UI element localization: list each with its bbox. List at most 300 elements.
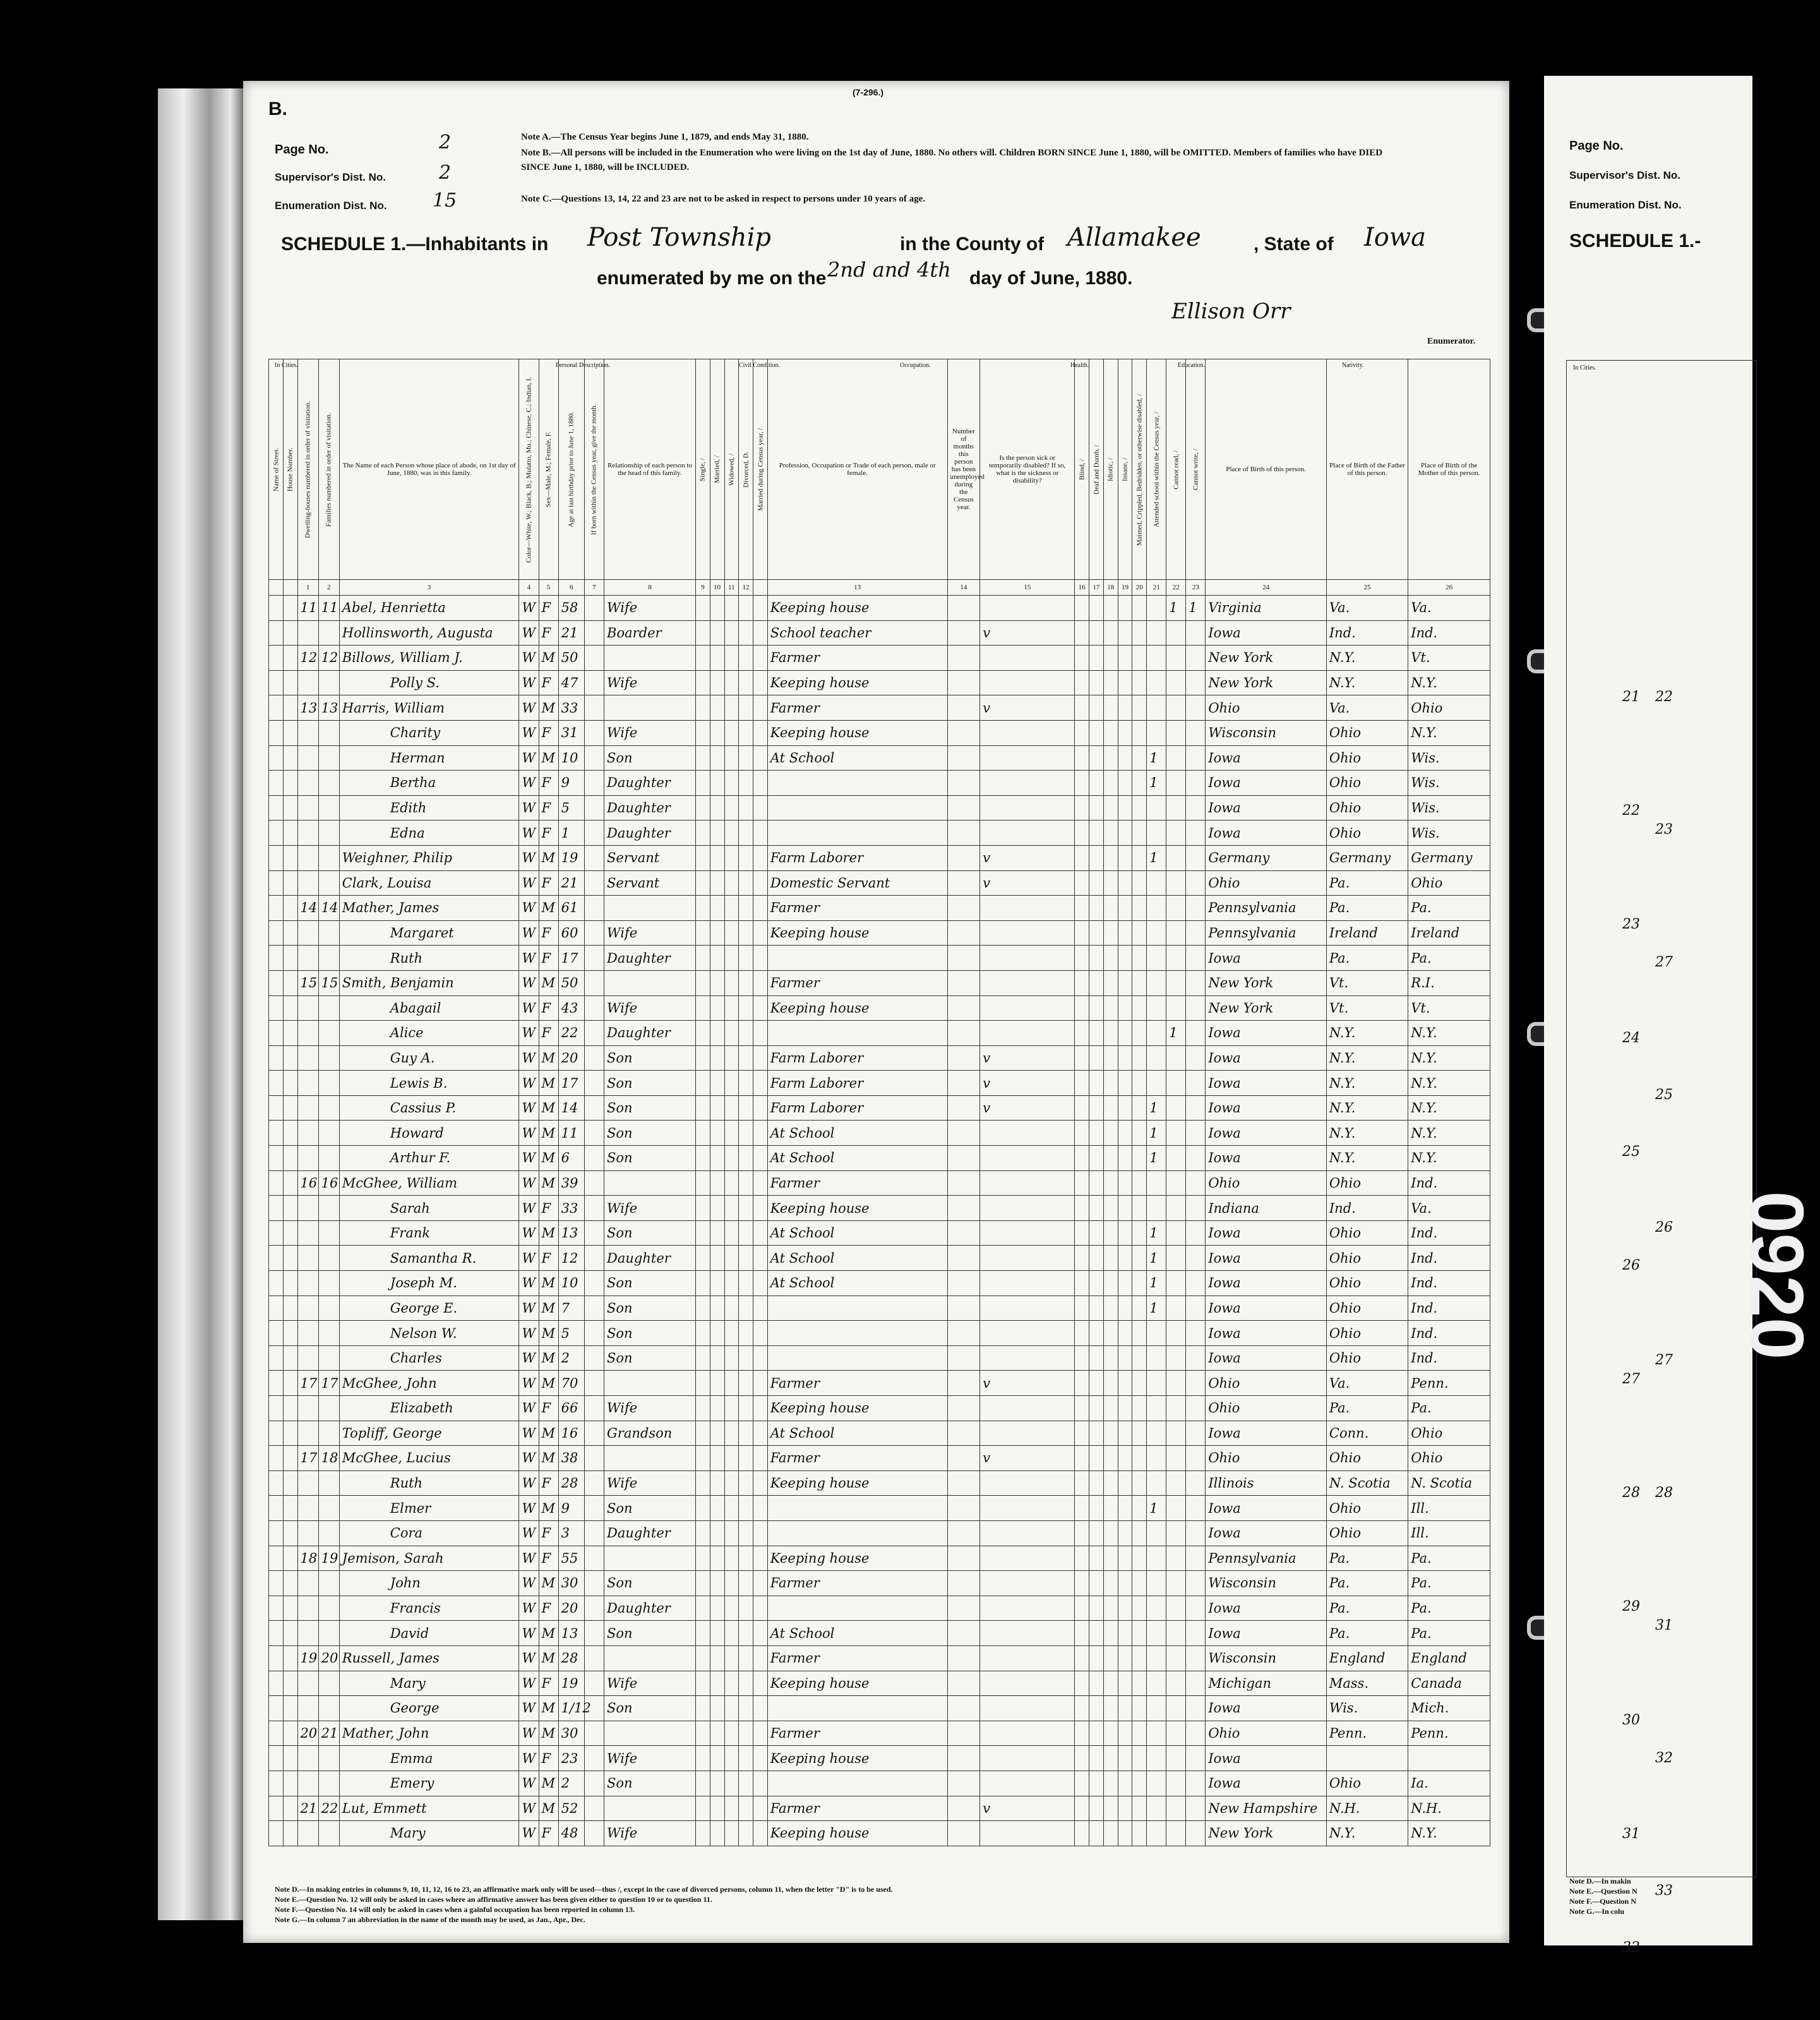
cell-23: 1	[1147, 1095, 1166, 1121]
cell-6: F	[539, 1196, 558, 1221]
cell-empty	[283, 821, 297, 846]
cell-empty	[269, 695, 284, 721]
cell-empty	[695, 596, 710, 621]
cell-28: Ind.	[1408, 1345, 1490, 1371]
cell-23	[1147, 1470, 1166, 1496]
cell-empty	[947, 1170, 980, 1196]
cell-17	[980, 920, 1075, 946]
cell-empty	[1103, 1170, 1118, 1196]
cell-7: 1	[558, 821, 584, 846]
cell-empty	[269, 1821, 284, 1846]
cell-empty	[1089, 695, 1104, 721]
cell-empty	[283, 1496, 297, 1521]
table-row	[269, 1271, 1490, 1296]
cell-3	[318, 1421, 339, 1446]
cell-23: 1	[1147, 1246, 1166, 1271]
cell-7: 39	[558, 1170, 584, 1196]
cell-6: F	[539, 946, 558, 971]
cell-27: N.Y.	[1326, 1095, 1408, 1121]
cell-5: W	[519, 1220, 539, 1246]
cell-empty	[1132, 1421, 1147, 1446]
cell-empty	[1075, 1596, 1089, 1621]
cell-17	[980, 970, 1075, 995]
cell-15: Domestic Servant	[767, 870, 947, 896]
cell-empty	[695, 1095, 710, 1121]
cell-27: N.Y.	[1326, 1121, 1408, 1146]
cell-27: Pa.	[1326, 896, 1408, 921]
cell-17	[980, 1246, 1075, 1271]
cell-25	[1186, 1121, 1206, 1146]
cell-empty	[947, 1520, 980, 1546]
cell-3: 22	[318, 1796, 339, 1821]
cell-empty	[1118, 596, 1132, 621]
cell-4: Polly S.	[339, 670, 519, 695]
cell-9	[604, 896, 696, 921]
cell-28: Ind.	[1408, 1220, 1490, 1246]
cell-6: M	[539, 1696, 558, 1721]
cell-28: Ia.	[1408, 1771, 1490, 1796]
cell-28: N.H.	[1408, 1796, 1490, 1821]
cell-empty	[947, 1396, 980, 1421]
cell-26: Iowa	[1206, 1321, 1327, 1346]
cell-empty	[1075, 620, 1089, 646]
cell-empty	[1075, 870, 1089, 896]
cell-empty	[947, 771, 980, 796]
cell-empty	[710, 1121, 724, 1146]
cell-5: W	[519, 1571, 539, 1596]
cell-9: Wife	[604, 1196, 696, 1221]
cell-24	[1166, 795, 1186, 821]
cell-27: Vt.	[1326, 995, 1408, 1021]
cell-6: M	[539, 1721, 558, 1746]
cell-empty	[947, 845, 980, 870]
column-header: Divorced, D.	[739, 359, 753, 580]
cell-empty	[1089, 1821, 1104, 1846]
cell-empty	[1118, 1496, 1132, 1521]
cell-empty	[1089, 1095, 1104, 1121]
cell-empty	[710, 995, 724, 1021]
cell-5: W	[519, 1196, 539, 1221]
cell-empty	[1089, 620, 1104, 646]
cell-empty	[739, 1571, 753, 1596]
cell-4: Alice	[339, 1021, 519, 1046]
cell-empty	[1089, 896, 1104, 921]
facing-enum-label: Enumeration Dist. No.	[1569, 199, 1682, 211]
cell-empty	[1103, 1446, 1118, 1471]
cell-27: Mass.	[1326, 1671, 1408, 1696]
cell-2: 19	[297, 1645, 318, 1671]
cell-9: Son	[604, 1220, 696, 1246]
cell-3	[318, 1621, 339, 1646]
cell-7: 14	[558, 1095, 584, 1121]
cell-empty	[710, 970, 724, 995]
cell-25	[1186, 1371, 1206, 1396]
cell-empty	[739, 1771, 753, 1796]
cell-7: 52	[558, 1796, 584, 1821]
cell-28: Pa.	[1408, 1621, 1490, 1646]
cell-empty	[1103, 1296, 1118, 1321]
cell-28: Ind.	[1408, 1321, 1490, 1346]
cell-empty	[1089, 995, 1104, 1021]
cell-25	[1186, 995, 1206, 1021]
column-number: 18	[1103, 580, 1118, 596]
cell-empty	[269, 1170, 284, 1196]
cell-9: Son	[604, 1345, 696, 1371]
cell-empty	[710, 870, 724, 896]
cell-3	[318, 620, 339, 646]
cell-empty	[584, 1520, 604, 1546]
column-number: 22	[1166, 580, 1186, 596]
column-header: Is the person sick or temporarily disabled? If so, what is the sickness or disability?	[980, 359, 1075, 580]
column-number: 1	[297, 580, 318, 596]
cell-9	[604, 1721, 696, 1746]
table-row	[269, 1520, 1490, 1546]
cell-empty	[1089, 1671, 1104, 1696]
cell-3	[318, 1021, 339, 1046]
cell-empty	[695, 1596, 710, 1621]
cell-empty	[283, 1095, 297, 1121]
cell-25	[1186, 1246, 1206, 1271]
cell-empty	[269, 646, 284, 671]
cell-4: Topliff, George	[339, 1421, 519, 1446]
cell-empty	[947, 1246, 980, 1271]
cell-5: W	[519, 1721, 539, 1746]
cell-empty	[1132, 695, 1147, 721]
cell-empty	[739, 970, 753, 995]
cell-empty	[724, 1345, 739, 1371]
cell-empty	[724, 1296, 739, 1321]
cell-5: W	[519, 1821, 539, 1846]
cell-empty	[1132, 1746, 1147, 1771]
cell-empty	[1075, 745, 1089, 771]
cell-9: Daughter	[604, 1021, 696, 1046]
cell-empty	[695, 1371, 710, 1396]
cell-empty	[739, 1796, 753, 1821]
cell-empty	[584, 896, 604, 921]
cell-5: W	[519, 1371, 539, 1396]
cell-empty	[753, 1321, 768, 1346]
cell-9: Daughter	[604, 1520, 696, 1546]
cell-25	[1186, 1746, 1206, 1771]
cell-empty	[283, 1821, 297, 1846]
cell-2	[297, 1771, 318, 1796]
cell-empty	[584, 1396, 604, 1421]
cell-empty	[724, 1021, 739, 1046]
facing-page	[1544, 76, 1752, 1956]
cell-5: W	[519, 1746, 539, 1771]
cell-empty	[753, 646, 768, 671]
cell-empty	[283, 646, 297, 671]
cell-2	[297, 1095, 318, 1121]
cell-3: 19	[318, 1546, 339, 1571]
cell-empty	[1103, 695, 1118, 721]
cell-empty	[1089, 596, 1104, 621]
cell-empty	[1103, 1596, 1118, 1621]
cell-27: Va.	[1326, 1371, 1408, 1396]
cell-empty	[753, 1645, 768, 1671]
cell-5: W	[519, 795, 539, 821]
cell-24	[1166, 620, 1186, 646]
cell-empty	[710, 1421, 724, 1446]
cell-empty	[584, 695, 604, 721]
cell-17	[980, 1771, 1075, 1796]
cell-5: W	[519, 1146, 539, 1171]
cell-empty	[753, 1446, 768, 1471]
table-row	[269, 1045, 1490, 1071]
cell-23: 1	[1147, 1146, 1166, 1171]
cell-4: Ruth	[339, 946, 519, 971]
cell-9: Wife	[604, 1671, 696, 1696]
cell-empty	[269, 1746, 284, 1771]
cell-empty	[739, 821, 753, 846]
cell-9	[604, 970, 696, 995]
cell-24	[1166, 1771, 1186, 1796]
cell-empty	[1075, 646, 1089, 671]
cell-24: 1	[1166, 1021, 1186, 1046]
cell-empty	[269, 1021, 284, 1046]
cell-empty	[724, 1771, 739, 1796]
cell-7: 23	[558, 1746, 584, 1771]
cell-empty	[695, 1146, 710, 1171]
cell-empty	[1089, 1071, 1104, 1096]
cell-26: Iowa	[1206, 1771, 1327, 1796]
cell-23	[1147, 1021, 1166, 1046]
cell-empty	[1075, 771, 1089, 796]
cell-3	[318, 821, 339, 846]
column-header: Sex—Male, M.; Female, F.	[539, 359, 558, 580]
cell-24	[1166, 870, 1186, 896]
cell-4: Edna	[339, 821, 519, 846]
cell-25	[1186, 1546, 1206, 1571]
cell-empty	[1103, 821, 1118, 846]
cell-empty	[753, 596, 768, 621]
cell-empty	[739, 1596, 753, 1621]
cell-5: W	[519, 620, 539, 646]
cell-6: M	[539, 1446, 558, 1471]
cell-empty	[269, 920, 284, 946]
cell-28: Ohio	[1408, 1421, 1490, 1446]
cell-3	[318, 1095, 339, 1121]
cell-empty	[710, 670, 724, 695]
cell-7: 9	[558, 1496, 584, 1521]
cell-9: Son	[604, 745, 696, 771]
cell-empty	[584, 1546, 604, 1571]
cell-27: Ohio	[1326, 1446, 1408, 1471]
cell-24	[1166, 920, 1186, 946]
table-row	[269, 1146, 1490, 1171]
cell-empty	[1089, 1771, 1104, 1796]
cell-empty	[584, 1671, 604, 1696]
cell-9: Son	[604, 1696, 696, 1721]
cell-27: Ohio	[1326, 1220, 1408, 1246]
cell-empty	[1103, 1771, 1118, 1796]
cell-2: 20	[297, 1721, 318, 1746]
cell-2: 17	[297, 1446, 318, 1471]
column-number: 14	[947, 580, 980, 596]
cell-27: Ohio	[1326, 1496, 1408, 1521]
cell-empty	[584, 1196, 604, 1221]
cell-empty	[1118, 1146, 1132, 1171]
cell-6: F	[539, 1470, 558, 1496]
cell-7: 11	[558, 1121, 584, 1146]
cell-3	[318, 1396, 339, 1421]
cell-empty	[269, 946, 284, 971]
cell-empty	[695, 1170, 710, 1196]
cell-7: 17	[558, 1071, 584, 1096]
cell-23	[1147, 995, 1166, 1021]
cell-5: W	[519, 1170, 539, 1196]
enumerator-label: Enumerator.	[1427, 337, 1476, 346]
cell-27: N.H.	[1326, 1796, 1408, 1821]
cell-empty	[1132, 1321, 1147, 1346]
cell-15: Farmer	[767, 1371, 947, 1396]
cell-17	[980, 1220, 1075, 1246]
cell-empty	[710, 596, 724, 621]
cell-3	[318, 1696, 339, 1721]
cell-empty	[1103, 896, 1118, 921]
cell-empty	[695, 795, 710, 821]
cell-empty	[739, 1071, 753, 1096]
cell-26: Iowa	[1206, 1296, 1327, 1321]
cell-empty	[947, 720, 980, 745]
cell-17	[980, 1721, 1075, 1746]
cell-empty	[1132, 845, 1147, 870]
cell-27: N.Y.	[1326, 1021, 1408, 1046]
cell-empty	[695, 646, 710, 671]
cell-6: M	[539, 1071, 558, 1096]
cell-26: New York	[1206, 970, 1327, 995]
cell-empty	[947, 1071, 980, 1096]
cell-28: Ind.	[1408, 620, 1490, 646]
cell-2	[297, 946, 318, 971]
cell-empty	[269, 1546, 284, 1571]
cell-15: At School	[767, 1246, 947, 1271]
cell-empty	[283, 1271, 297, 1296]
cell-2	[297, 1196, 318, 1221]
cell-empty	[283, 845, 297, 870]
cell-empty	[1103, 1796, 1118, 1821]
cell-28: N.Y.	[1408, 1121, 1490, 1146]
cell-6: F	[539, 1746, 558, 1771]
cell-empty	[739, 1396, 753, 1421]
cell-empty	[584, 1771, 604, 1796]
cell-empty	[753, 1271, 768, 1296]
cell-empty	[739, 1645, 753, 1671]
cell-6: M	[539, 970, 558, 995]
cell-empty	[283, 946, 297, 971]
cell-empty	[1118, 1746, 1132, 1771]
cell-4: Francis	[339, 1596, 519, 1621]
cell-9: Son	[604, 1045, 696, 1071]
cell-empty	[1075, 1345, 1089, 1371]
cell-27: Pa.	[1326, 1546, 1408, 1571]
cell-6: M	[539, 1371, 558, 1396]
cell-empty	[584, 821, 604, 846]
cell-7: 33	[558, 695, 584, 721]
cell-3	[318, 1771, 339, 1796]
cell-empty	[947, 920, 980, 946]
cell-26: Pennsylvania	[1206, 1546, 1327, 1571]
cell-26: Wisconsin	[1206, 720, 1327, 745]
census-table	[268, 359, 1490, 1846]
cell-empty	[283, 1645, 297, 1671]
cell-6: F	[539, 620, 558, 646]
table-row	[269, 995, 1490, 1021]
cell-empty	[947, 995, 980, 1021]
cell-27: Conn.	[1326, 1421, 1408, 1446]
cell-2	[297, 1071, 318, 1096]
cell-4: Emery	[339, 1771, 519, 1796]
cell-empty	[283, 1196, 297, 1221]
day-label: day of June, 1880.	[969, 268, 1133, 289]
cell-23	[1147, 920, 1166, 946]
cell-empty	[1118, 1271, 1132, 1296]
cell-empty	[1075, 970, 1089, 995]
cell-24	[1166, 1671, 1186, 1696]
cell-24	[1166, 845, 1186, 870]
cell-17	[980, 946, 1075, 971]
cell-24	[1166, 1146, 1186, 1171]
cell-empty	[739, 1045, 753, 1071]
cell-empty	[283, 896, 297, 921]
cell-empty	[1075, 995, 1089, 1021]
cell-empty	[710, 920, 724, 946]
column-header: Idiotic, /	[1103, 359, 1118, 580]
cell-empty	[739, 1546, 753, 1571]
cell-24	[1166, 821, 1186, 846]
cell-empty	[1118, 1421, 1132, 1446]
cell-9	[604, 646, 696, 671]
cell-empty	[695, 1021, 710, 1046]
cell-6: M	[539, 1796, 558, 1821]
table-row	[269, 1345, 1490, 1371]
cell-empty	[695, 1621, 710, 1646]
cell-empty	[1103, 946, 1118, 971]
cell-empty	[1089, 1470, 1104, 1496]
cell-empty	[1103, 995, 1118, 1021]
cell-26: Pennsylvania	[1206, 896, 1327, 921]
cell-empty	[1075, 946, 1089, 971]
cell-empty	[753, 771, 768, 796]
cell-27: Wis.	[1326, 1696, 1408, 1721]
cell-empty	[1075, 896, 1089, 921]
cell-empty	[1103, 1045, 1118, 1071]
table-row	[269, 920, 1490, 946]
cell-6: M	[539, 1621, 558, 1646]
cell-empty	[1103, 1821, 1118, 1846]
cell-9: Daughter	[604, 821, 696, 846]
cell-6: F	[539, 670, 558, 695]
cell-empty	[710, 745, 724, 771]
cell-25	[1186, 845, 1206, 870]
cell-empty	[1118, 1045, 1132, 1071]
cell-26: Michigan	[1206, 1671, 1327, 1696]
cell-2	[297, 1045, 318, 1071]
cell-empty	[710, 1246, 724, 1271]
cell-empty	[724, 646, 739, 671]
cell-26: New York	[1206, 995, 1327, 1021]
cell-empty	[584, 1146, 604, 1171]
cell-empty	[710, 845, 724, 870]
cell-15: Keeping house	[767, 995, 947, 1021]
cell-empty	[1118, 1196, 1132, 1221]
cell-empty	[1103, 795, 1118, 821]
cell-empty	[283, 1345, 297, 1371]
column-number: 19	[1118, 580, 1132, 596]
cell-empty	[1103, 1371, 1118, 1396]
cell-2	[297, 771, 318, 796]
cell-7: 19	[558, 1671, 584, 1696]
